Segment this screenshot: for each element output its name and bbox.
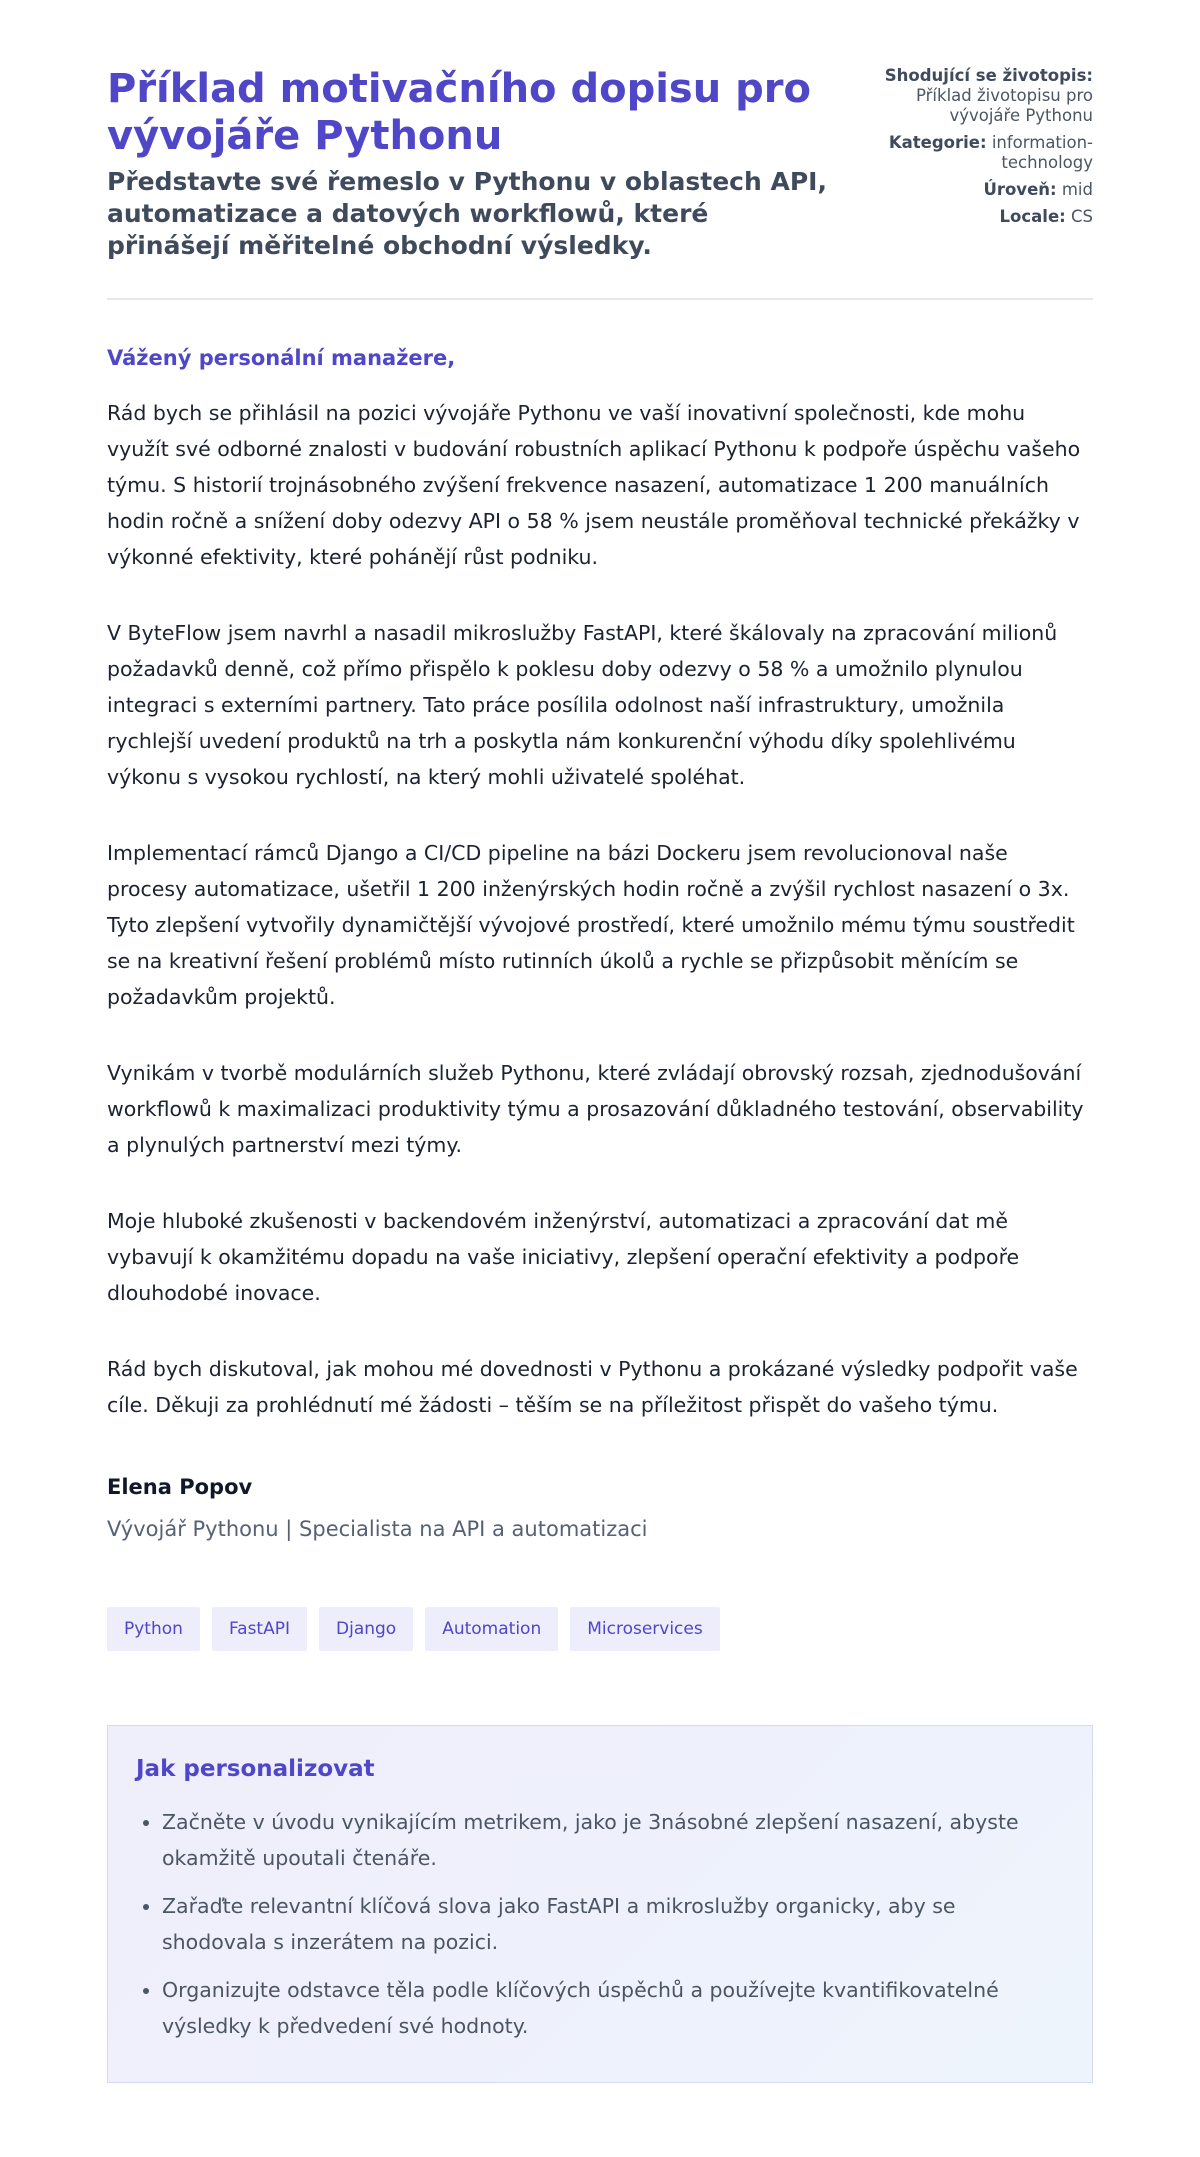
letter-paragraph: Vynikám v tvorbě modulárních služeb Pythonu, které zvládají obrovský rozsah, zjednodušování workflowů k maximalizaci produktivity týmu a prosazování důkladného testování, observability a plynulých partnerství mezi týmy. bbox=[107, 1061, 1084, 1157]
meta-resume-value: Příklad životopisu pro vývojáře Pythonu bbox=[915, 86, 1093, 125]
meta-category-label: Kategorie: bbox=[888, 133, 987, 152]
page-title: Příklad motivačního dopisu pro vývojáře Pythonu bbox=[107, 66, 811, 159]
tips-title: Jak personalizovat bbox=[136, 1756, 375, 1782]
letter-salutation: Vážený personální manažere, bbox=[107, 346, 456, 370]
letter-paragraph: V ByteFlow jsem navrhl a nasadil mikroslužby FastAPI, které škálovaly na zpracování milionů požadavků denně, což přímo přispělo k poklesu doby odezvy o 58 % a umožnilo plynulou integraci s externími partnery. Tato práce posílila odolnost naší infrastruktury, umožnila rychlejší uvedení produktů na trh a poskytla nám konkurenční výhodu díky spolehlivému výkonu s vysokou rychlostí, na který mohli uživatelé spoléhat. bbox=[107, 621, 1058, 789]
tips-list-item: • Zařaďte relevantní klíčová slova jako FastAPI a mikroslužby organicky, aby se shodovala s inzerátem na pozici. bbox=[162, 1888, 1064, 1960]
letter-paragraph: Implementací rámců Django a CI/CD pipeline na bázi Dockeru jsem revolucionoval naše procesy automatizace, ušetřil 1 200 inženýrských hodin ročně a zvýšil rychlost nasazení o 3x. Tyto zlepšení vytvořily dynamičtější vývojové prostředí, které umožnilo mému týmu soustředit se na kreativní řešení problémů místo rutinních úkolů a rychle se přizpůsobit měnícím se požadavkům projektů. bbox=[107, 841, 1075, 1009]
signature-name: Elena Popov bbox=[107, 1475, 253, 1499]
cover-letter-page bbox=[107, 0, 1093, 2083]
personalization-tips-box bbox=[107, 1725, 1093, 2083]
header-divider bbox=[107, 298, 1093, 300]
skill-tags bbox=[107, 1607, 1093, 1651]
meta-locale bbox=[863, 207, 1093, 227]
tips-list bbox=[136, 1804, 1064, 2044]
skill-tag: Django bbox=[319, 1607, 413, 1651]
skill-tag: FastAPI bbox=[212, 1607, 307, 1651]
meta-level-value: mid bbox=[1061, 180, 1093, 199]
meta-locale-value: CS bbox=[1071, 207, 1093, 226]
meta-category-value: information-technology bbox=[991, 133, 1093, 172]
letter-paragraph: Rád bych se přihlásil na pozici vývojáře Pythonu ve vaší inovativní společnosti, kde mohu využít své odborné znalosti v budování robustních aplikací Pythonu k podpoře úspěchu vašeho týmu. S historií trojnásobného zvýšení frekvence nasazení, automatizace 1 200 manuálních hodin ročně a snížení doby odezvy API o 58 % jsem neustále proměňoval technické překážky v výkonné efektivity, které pohánějí růst podniku. bbox=[107, 401, 1081, 569]
signature-role: Vývojář Pythonu | Specialista na API a automatizaci bbox=[107, 1517, 648, 1541]
meta-locale-label: Locale: bbox=[999, 207, 1066, 226]
tips-list-item: • Začněte v úvodu vynikajícím metrikem, jako je 3násobné zlepšení nasazení, abyste okamžitě upoutali čtenáře. bbox=[162, 1804, 1064, 1876]
skill-tag: Automation bbox=[425, 1607, 558, 1651]
meta-category bbox=[863, 133, 1093, 173]
letter-body bbox=[107, 395, 1093, 1423]
meta-resume bbox=[863, 66, 1093, 126]
meta-level-label: Úroveň: bbox=[983, 180, 1057, 199]
meta-level bbox=[863, 180, 1093, 200]
page-header bbox=[107, 66, 1093, 262]
title-block bbox=[107, 66, 837, 262]
meta-panel bbox=[863, 66, 1093, 234]
meta-resume-label: Shodující se životopis: bbox=[884, 66, 1093, 85]
skill-tag: Python bbox=[107, 1607, 200, 1651]
skill-tag: Microservices bbox=[570, 1607, 720, 1651]
signature-block bbox=[107, 1473, 1093, 1543]
letter-paragraph: Moje hluboké zkušenosti v backendovém inženýrství, automatizaci a zpracování dat mě vybavují k okamžitému dopadu na vaše iniciativy, zlepšení operační efektivity a podpoře dlouhodobé inovace. bbox=[107, 1209, 1020, 1305]
tips-list-item: • Organizujte odstavce těla podle klíčových úspěchů a používejte kvantifikovatelné výsledky k předvedení své hodnoty. bbox=[162, 1972, 1064, 2044]
page-subtitle: Představte své řemeslo v Pythonu v oblastech API, automatizace a datových workflowů, které přinášejí měřitelné obchodní výsledky. bbox=[107, 167, 827, 260]
letter-paragraph: Rád bych diskutoval, jak mohou mé dovednosti v Pythonu a prokázané výsledky podpořit vaše cíle. Děkuji za prohlédnutí mé žádosti – těším se na příležitost přispět do vašeho týmu. bbox=[107, 1357, 1078, 1417]
